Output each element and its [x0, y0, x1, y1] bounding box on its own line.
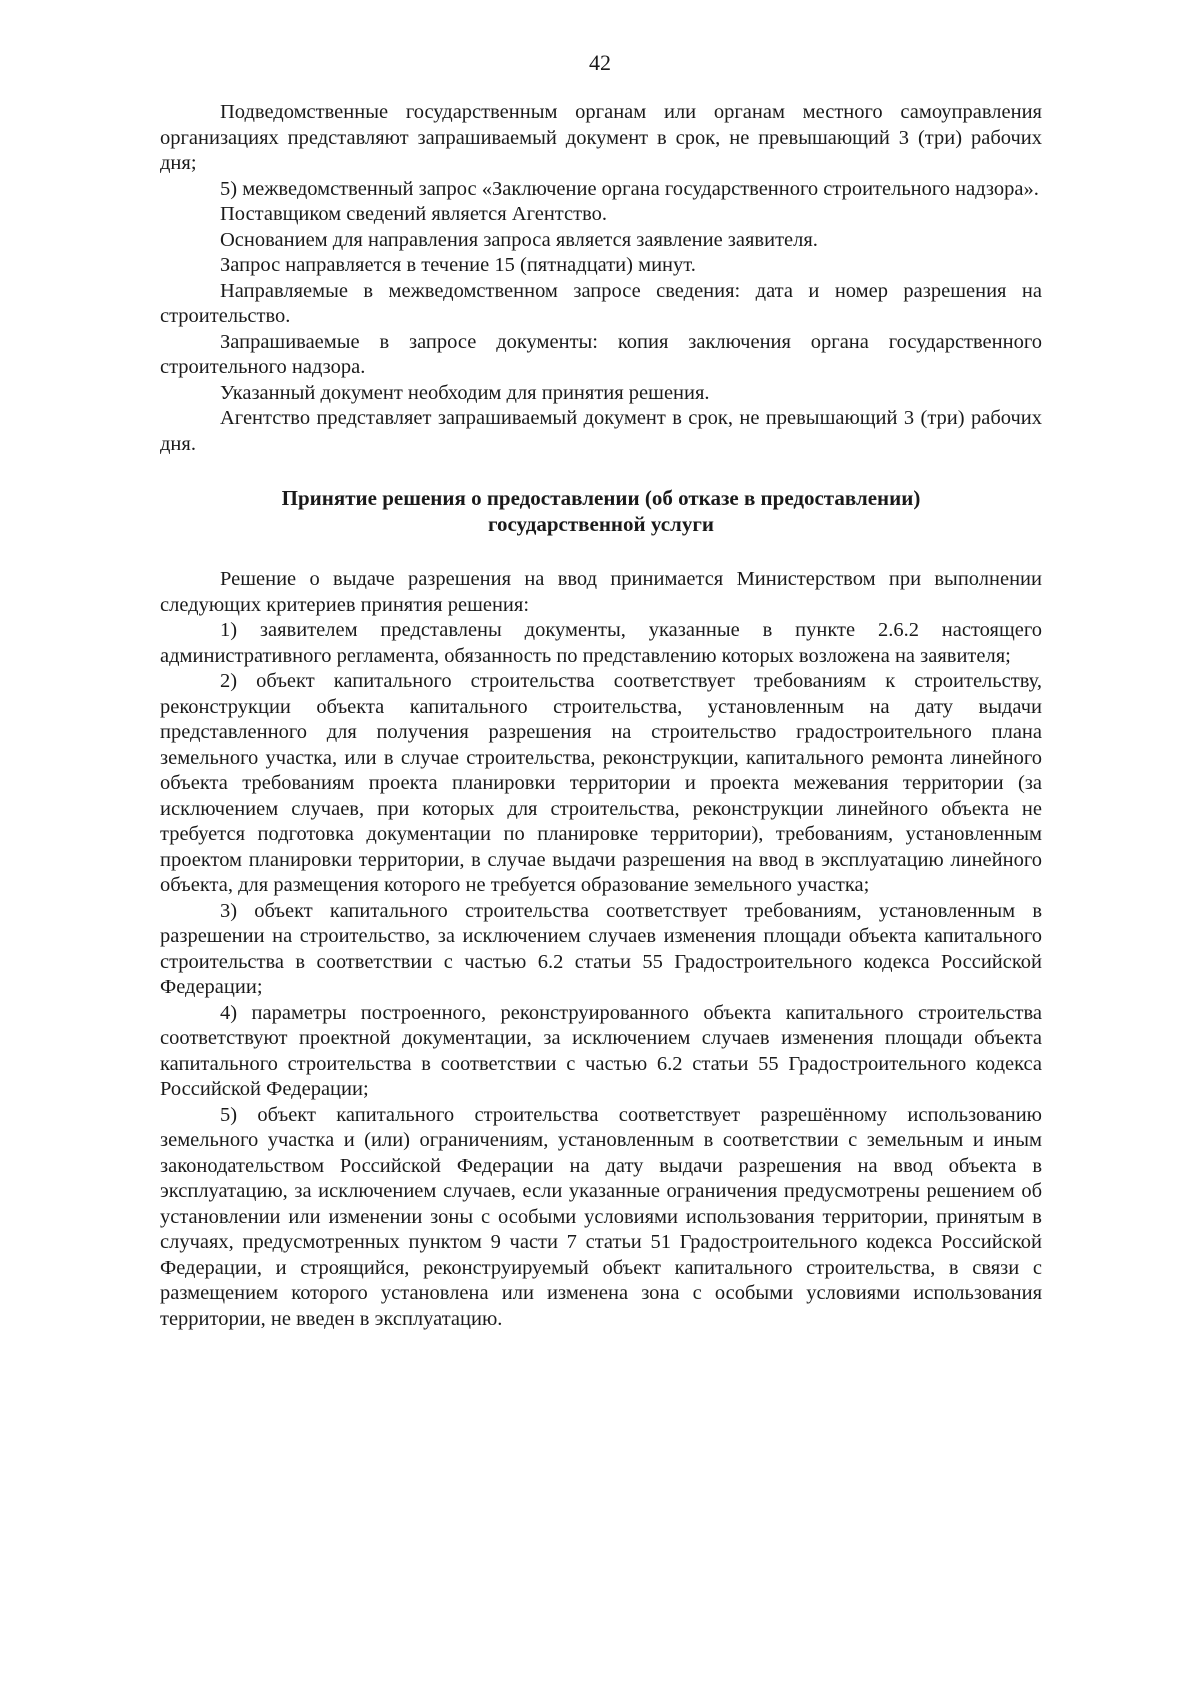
- paragraph: Агентство представляет запрашиваемый документ в срок, не превышающий 3 (три) рабочих дня.: [160, 407, 1042, 455]
- criterion-item: 1) заявителем представлены документы, указанные в пункте 2.6.2 настоящего административного регламента, обязанность по представлению которых возложена на заявителя;: [160, 619, 1042, 667]
- paragraph: 5) межведомственный запрос «Заключение органа государственного строительного надзора».: [220, 177, 1039, 200]
- criterion-item: 4) параметры построенного, реконструированного объекта капитального строительства соответствуют проектной документации, за исключением случаев изменения площади объекта капитального строительства в соответствии с частью 6.2 статьи 55 Градостроительного кодекса Российской Федерации;: [160, 1001, 1042, 1100]
- paragraph: Основанием для направления запроса является заявление заявителя.: [220, 228, 818, 251]
- criterion-item: 3) объект капитального строительства соответствует требованиям, установленным в разрешении на строительство, за исключением случаев изменения площади объекта капитального строительства в соответствии с частью 6.2 статьи 55 Градостроительного кодекса Российской Федерации;: [160, 899, 1042, 998]
- page-number: 42: [589, 50, 611, 75]
- section-heading-line-1: Принятие решения о предоставлении (об отказе в предоставлении): [281, 486, 921, 510]
- criterion-item: 2) объект капитального строительства соответствует требованиям к строительству, реконструкции объекта капитального строительства, установленным на дату выдачи представленного для получения разрешения на строительство градостроительного плана земельного участка, или в случае строительства, реконструкции, капитального ремонта линейного объекта требованиям проекта планировки территории и проекта межевания территории (за исключением случаев, при которых для строительства, реконструкции линейного объекта не требуется подготовка документации по планировке территории), требованиям, установленным проектом планировки территории, в случае выдачи разрешения на ввод в эксплуатацию линейного объекта, для размещения которого не требуется образование земельного участка;: [160, 670, 1042, 896]
- paragraph: Подведомственные государственным органам или органам местного самоуправления организациях представляют запрашиваемый документ в срок, не превышающий 3 (три) рабочих дня;: [160, 101, 1042, 174]
- criterion-item: 5) объект капитального строительства соответствует разрешённому использованию земельного участка и (или) ограничениям, установленным в соответствии с земельным и иным законодательством Российской Федерации на дату выдачи разрешения на ввод объекта в эксплуатацию, за исключением случаев, если указанные ограничения предусмотрены решением об установлении или изменении зоны с особыми условиями использования территории, принятым в случаях, предусмотренных пунктом 9 части 7 статьи 51 Градостроительного кодекса Российской Федерации, и строящийся, реконструируемый объект капитального строительства, в связи с размещением которого установлена или изменена зона с особыми условиями использования территории, не введен в эксплуатацию.: [160, 1103, 1042, 1330]
- paragraph: Запрашиваемые в запросе документы: копия заключения органа государственного строительного надзора.: [160, 330, 1042, 378]
- paragraph: Направляемые в межведомственном запросе сведения: дата и номер разрешения на строительство.: [160, 279, 1042, 327]
- paragraph: Решение о выдаче разрешения на ввод принимается Министерством при выполнении следующих критериев принятия решения:: [160, 568, 1042, 616]
- document-body: [160, 100, 1042, 1332]
- section-heading: [160, 485, 1042, 537]
- paragraph: Запрос направляется в течение 15 (пятнадцати) минут.: [220, 254, 696, 276]
- section-heading-line-2: государственной услуги: [488, 512, 714, 536]
- paragraph: Поставщиком сведений является Агентство.: [220, 203, 607, 225]
- paragraph: Указанный документ необходим для принятия решения.: [220, 381, 710, 404]
